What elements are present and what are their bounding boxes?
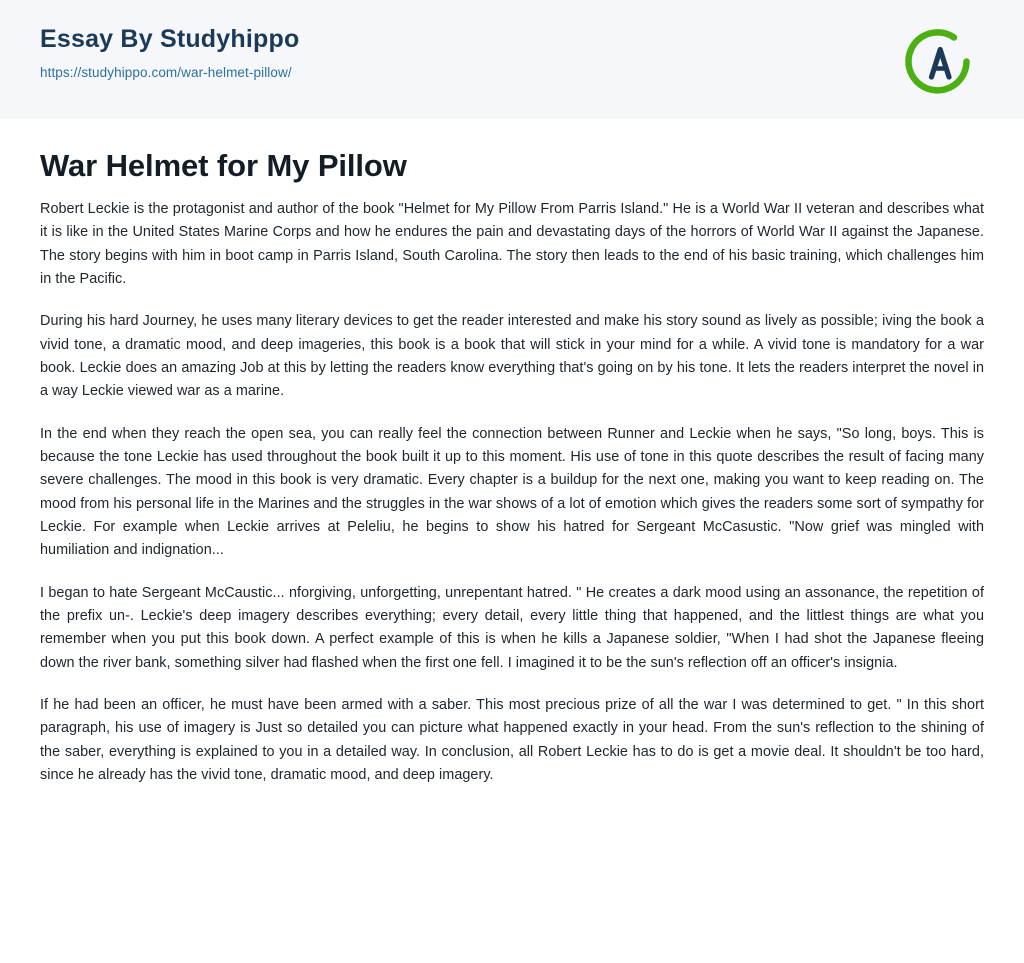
source-url-link[interactable]: https://studyhippo.com/war-helmet-pillow/ <box>40 64 292 80</box>
page-title: War Helmet for My Pillow <box>40 148 407 183</box>
site-header <box>0 0 1024 118</box>
essay-paragraph: In the end when they reach the open sea, you can really feel the connection between Runner and Leckie when he says, "So long, boys. This is because the tone Leckie has used throughout the book built it up to this moment. His use of tone in this quote describes the result of facing many severe challenges. The mood in this book is very dramatic. Every chapter is a buildup for the next one, making you want to keep reading on. The mood from his personal life in the Marines and the struggles in the war shows of a lot of emotion which gives the readers some sort of sympathy for Leckie. For example when Leckie arrives at Peleliu, he begins to show his hatred for Sergeant McCasustic. "Now grief was mingled with humiliation and indignation... <box>40 425 984 559</box>
studyhippo-circle-a-logo-icon <box>904 28 976 100</box>
site-title: Essay By Studyhippo <box>40 25 300 53</box>
essay-paragraph: During his hard Journey, he uses many literary devices to get the reader interested and make his story sound as lively as possible; iving the book a vivid tone, a dramatic mood, and deep imageries, this book is a book that will stick in your mind for a while. A vivid tone is mandatory for a war book. Leckie does an amazing Job at this by letting the readers know everything that's going on by his tone. It lets the readers interpret the novel in a way Leckie viewed war as a marine. <box>40 313 984 400</box>
essay-paragraph: Robert Leckie is the protagonist and author of the book "Helmet for My Pillow From Parris Island." He is a World War II veteran and describes what it is like in the United States Marine Corps and how he endures the pain and devastating days of the horrors of World War II against the Japanese. The story begins with him in boot camp in Parris Island, South Carolina. The story then leads to the end of his basic training, which challenges him in the Pacific. <box>40 201 984 287</box>
brand-block <box>40 26 299 80</box>
essay-paragraph: If he had been an officer, he must have been armed with a saber. This most precious prize of all the war I was determined to get. " In this short paragraph, his use of imagery is Just so detailed you can picture what happened exactly in your head. From the sun's reflection to the shining of the saber, everything is explained to you in a detailed way. In conclusion, all Robert Leckie has to do is get a movie deal. It shouldn't be too hard, since he already has the vivid tone, dramatic mood, and deep imagery. <box>40 696 984 783</box>
essay-article <box>0 118 1024 827</box>
essay-paragraph: I began to hate Sergeant McCaustic... nforgiving, unforgetting, unrepentant hatred. " He creates a dark mood using an assonance, the repetition of the prefix un-. Leckie's deep imagery describes everything; every detail, every little thing that happened, and the littlest things are what you remember when you put this book down. A perfect example of this is when he kills a Japanese soldier, "When I had shot the Japanese fleeing down the river bank, something silver had flashed when the first one fell. I imagined it to be the sun's reflection off an officer's insignia. <box>40 584 984 671</box>
